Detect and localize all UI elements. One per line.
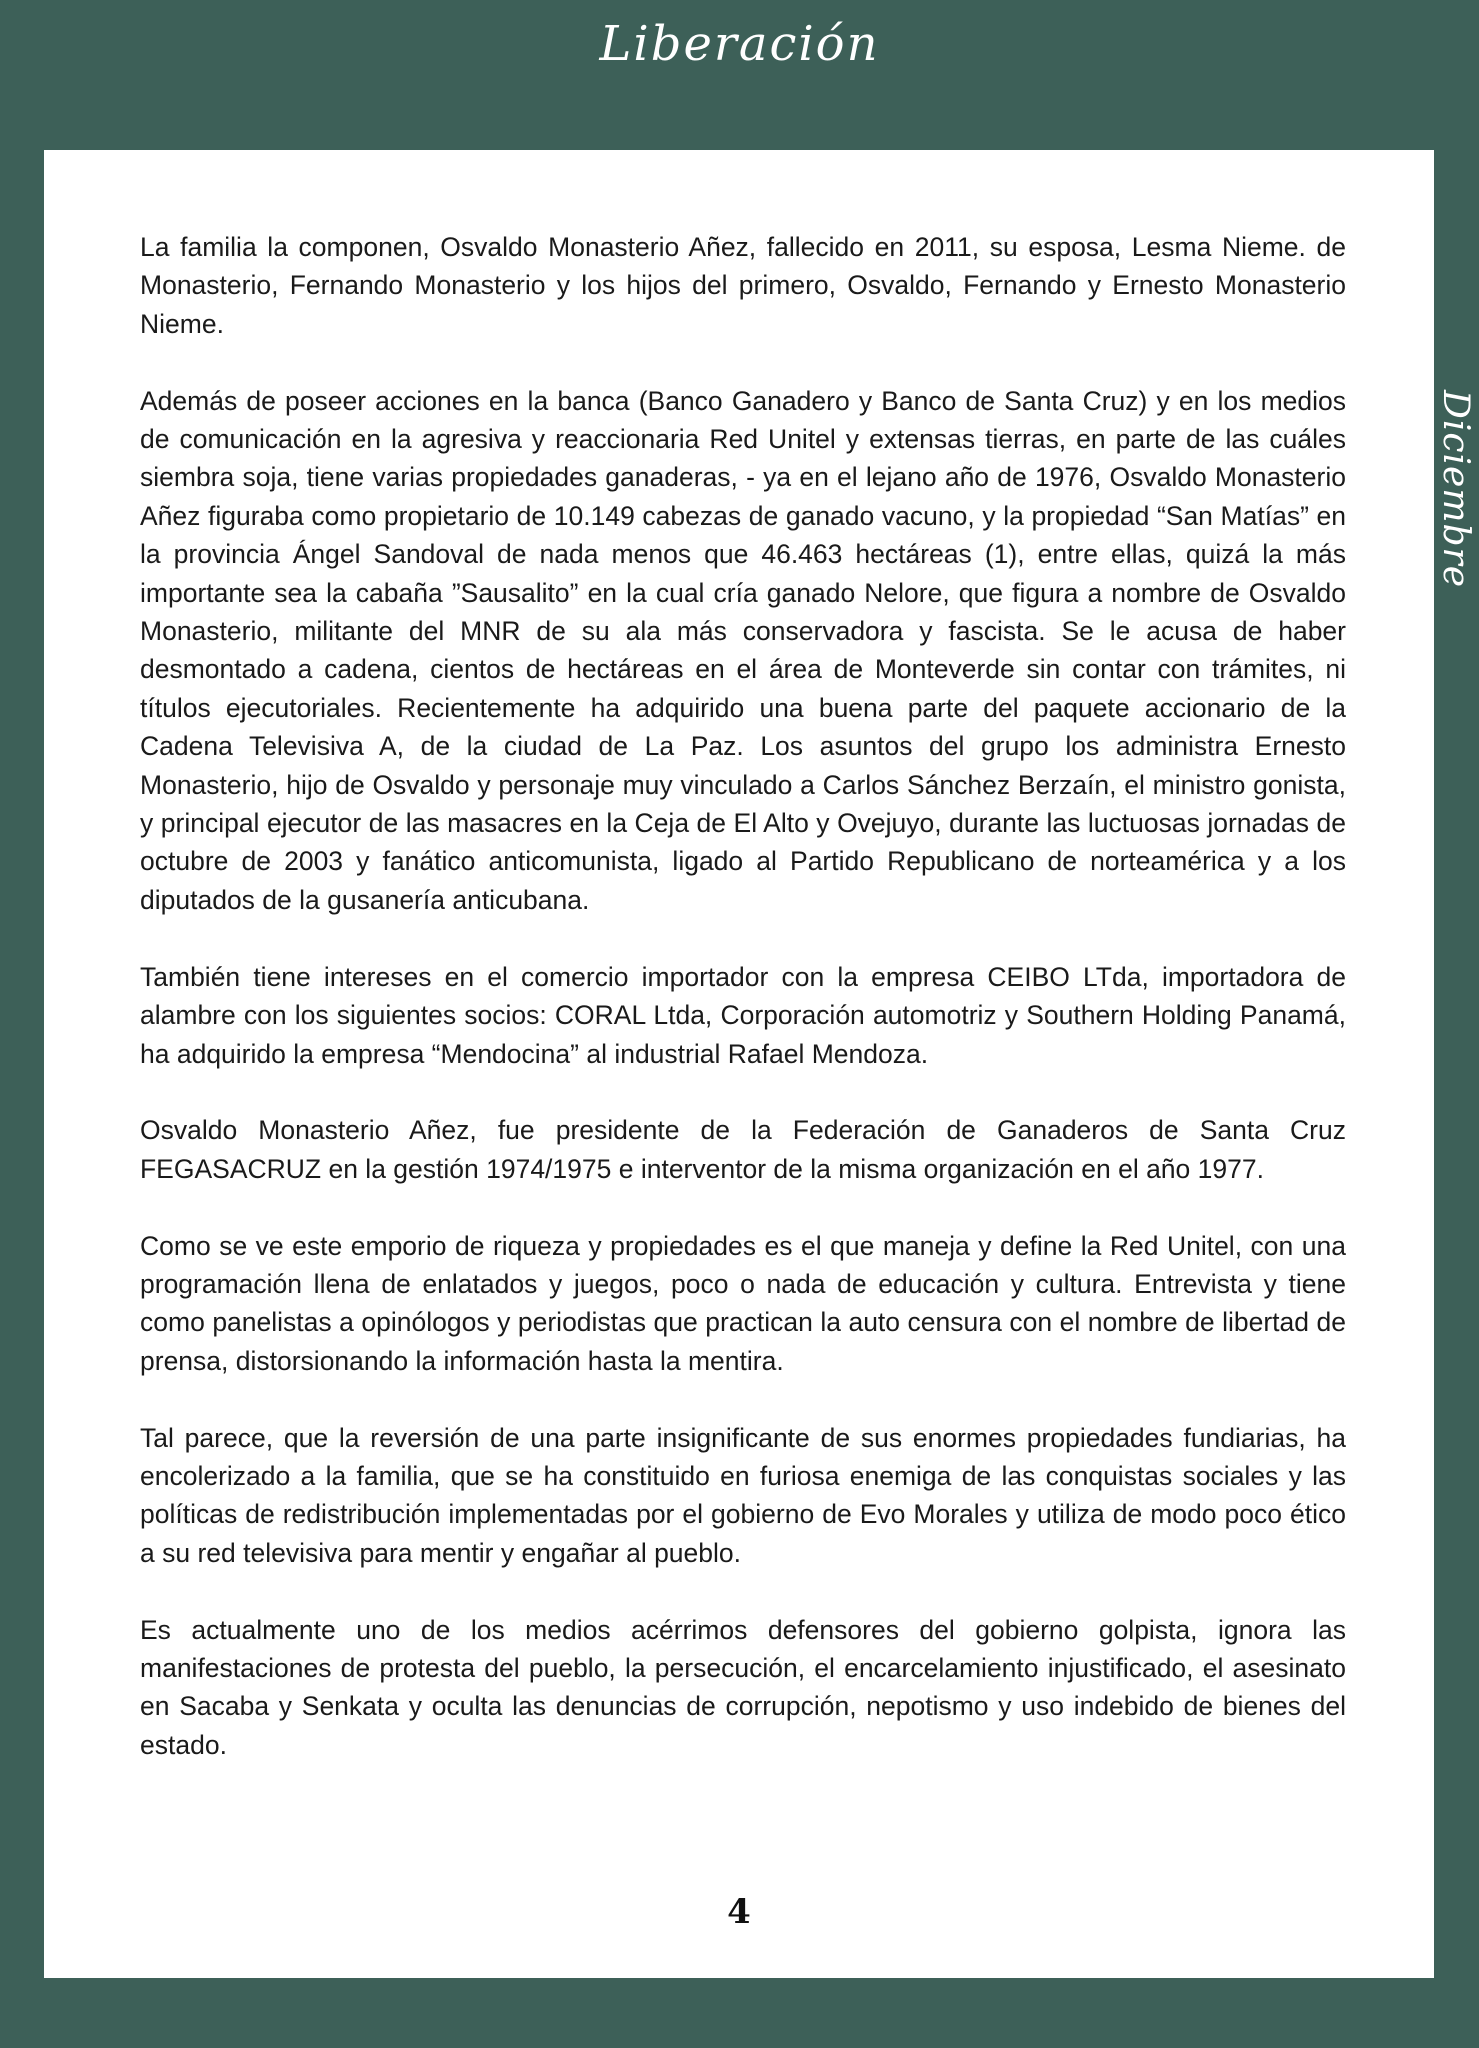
paragraph: También tiene intereses en el comercio importador con la empresa CEIBO LTda, importadora de alambre con los siguientes socios: CORAL Ltda, Corporación automotriz y Southern Holding Panamá, ha adquirido la empresa “Mendocina” al industrial Rafael Mendoza.	[140, 961, 1346, 1069]
paragraph: La familia la componen, Osvaldo Monasterio Añez, fallecido en 2011, su esposa, Lesma Nieme. de Monasterio, Fernando Monasterio y los hijos del primero, Osvaldo, Fernando y Ernesto Monasterio Nieme.	[140, 232, 1346, 339]
paragraph: Tal parece, que la reversión de una parte insignificante de sus enormes propiedades fundiarias, ha encolerizado a la familia, que se ha constituido en furiosa enemiga de las conquistas sociales y las políticas de redistribución implementadas por el gobierno de Evo Morales y utiliza de modo poco ético a su red televisiva para mentir y engañar al pueblo.	[140, 1422, 1346, 1568]
paragraph: Osvaldo Monasterio Añez, fue presidente de la Federación de Ganaderos de Santa Cruz FEGASACRUZ en la gestión 1974/1975 e interventor de la misma organización en el año 1977.	[140, 1115, 1346, 1184]
content-sheet	[44, 150, 1434, 1978]
page-number: 4	[727, 1892, 751, 1932]
masthead-title: Liberación	[599, 16, 880, 72]
month-side-label: Diciembre	[1435, 390, 1476, 589]
paragraph: Es actualmente uno de los medios acérrimos defensores del gobierno golpista, ignora las manifestaciones de protesta del pueblo, la persecución, el encarcelamiento injustificado, el asesinato en Sacaba y Senkata y oculta las denuncias de corrupción, nepotismo y uso indebido de bienes del estado.	[140, 1614, 1346, 1760]
paragraph: Además de poseer acciones en la banca (Banco Ganadero y Banco de Santa Cruz) y en los medios de comunicación en la agresiva y reaccionaria Red Unitel y extensas tierras, en parte de las cuáles siembra soja, tiene varias propiedades ganaderas, - ya en el lejano año de 1976, Osvaldo Monasterio Añez figuraba como propietario de 10.149 cabezas de ganado vacuno, y la propiedad “San Matías” en la provincia Ángel Sandoval de nada menos que 46.463 hectáreas (1), entre ellas, quizá la más importante sea la cabaña ”Sausalito” en la cual cría ganado Nelore, que figura a nombre de Osvaldo Monasterio, militante del MNR de su ala más conservadora y fascista. Se le acusa de haber desmontado a cadena, cientos de hectáreas en el área de Monteverde sin contar con trámites, ni títulos ejecutoriales. Recientemente ha adquirido una buena parte del paquete accionario de la Cadena Televisiva A, de la ciudad de La Paz. Los asuntos del grupo los administra Ernesto Monasterio, hijo de Osvaldo y personaje muy vinculado a Carlos Sánchez Berzaín, el ministro gonista, y principal ejecutor de las masacres en la Ceja de El Alto y Ovejuyo, durante las luctuosas jornadas de octubre de 2003 y fanático anticomunista, ligado al Partido Republicano de norteamérica y a los diputados de la gusanería anticubana.	[140, 385, 1346, 915]
article-body	[140, 228, 1346, 1803]
paragraph: Como se ve este emporio de riqueza y propiedades es el que maneja y define la Red Unitel, con una programación llena de enlatados y juegos, poco o nada de educación y cultura. Entrevista y tiene como panelistas a opinólogos y periodistas que practican la auto censura con el nombre de libertad de prensa, distorsionando la información hasta la mentira.	[140, 1230, 1346, 1376]
